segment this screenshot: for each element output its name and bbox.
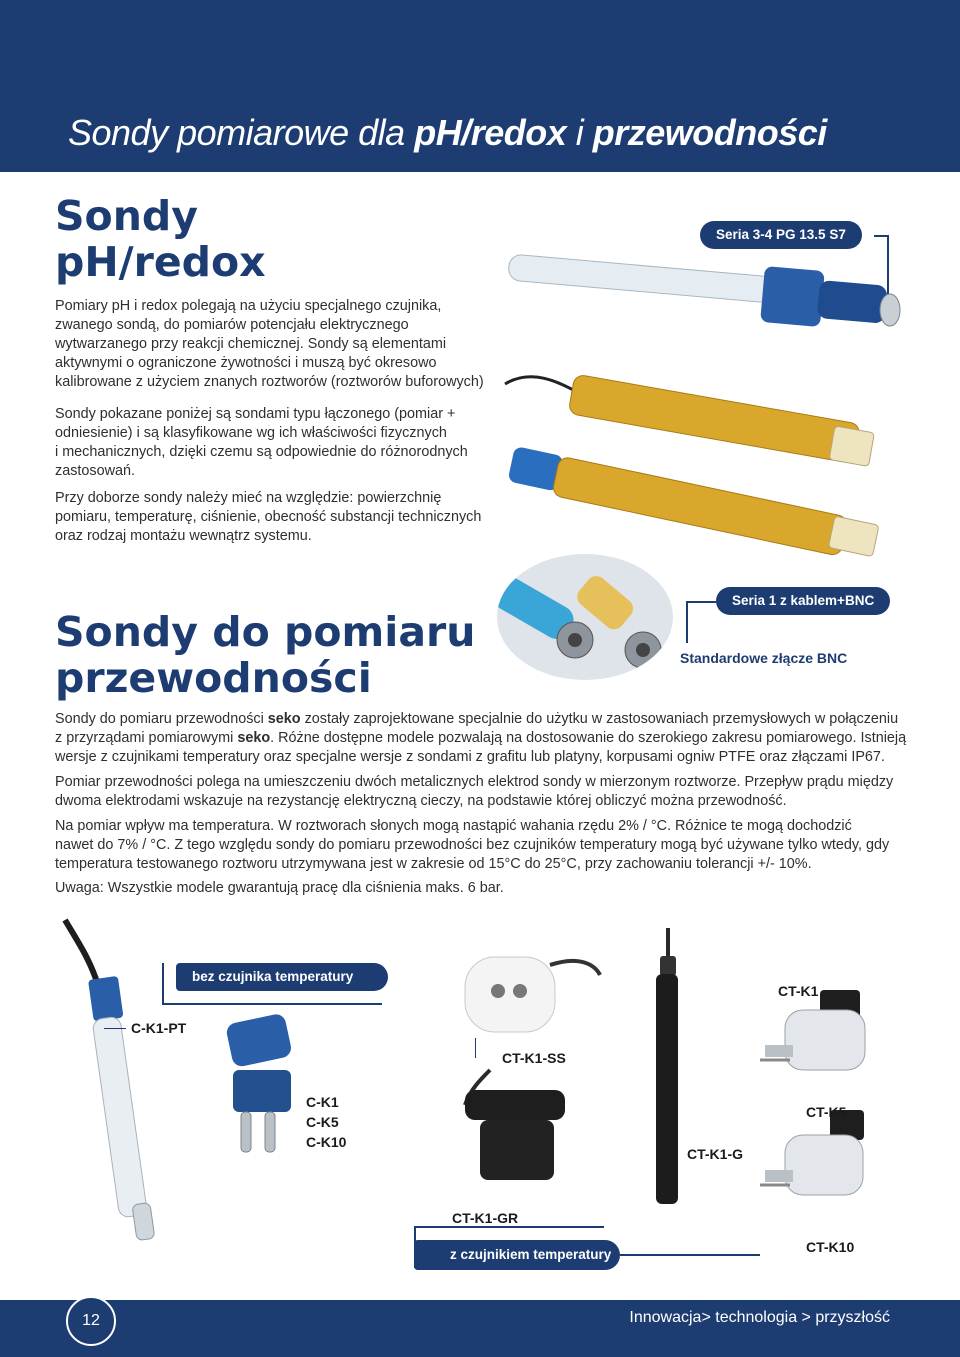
callout-line: [686, 601, 688, 643]
ph-probe-illustration: [505, 236, 905, 566]
probe-ct-k1-g-image: [648, 928, 688, 1218]
group-bracket: [414, 1226, 604, 1228]
probe-ct-k1-image: [760, 990, 870, 1090]
label-c-k10: C-K10: [306, 1134, 347, 1150]
label-ct-k1-gr: CT-K1-GR: [452, 1210, 519, 1226]
label-ct-k5: CT-K5: [806, 1104, 847, 1120]
label-ct-k1-ss: CT-K1-SS: [502, 1050, 566, 1066]
callout-line: [686, 601, 716, 603]
intro-paragraph-1: Pomiary pH i redox polegają na użyciu specjalnego czujnika, zwanego sondą, do pomiarów potencjału elektrycznego wytwarzanego przy reakcji chemicznej. Sondy są elementami aktywnymi o ograniczone żywotności i muszą być okresowo kalibrowane z użyciem znanych roztworów (roztworów buforowych): [55, 298, 484, 390]
conductivity-paragraph-2: Pomiar przewodności polega na umieszczeniu dwóch metalicznych elektrod sondy w mierzonym roztworze. Przepływ prądu między dwoma elektrodami wskazuje na rezystancję elektryczną cieczy, na podstawie której obliczyć można przewodność.: [55, 774, 894, 809]
page-number: 12: [66, 1296, 116, 1346]
conductivity-paragraph-3: Na pomiar wpływ ma temperatura. W roztworach słonych mogą nastąpić wahania rzędu 2% / °C. Różnice te mogą dochodzić nawet do 7% / °C. Z tego względu sondy do pomiaru przewodności bez czujników temperatury mogą być używane tylko wtedy, gdy temperatura testowanego roztworu utrzymywana jest w zakresie od 15°C do 25°C, przy zachowaniu tolerancji +/- 10%.: [55, 818, 890, 872]
callout-line: [104, 1028, 126, 1029]
conductivity-note: Uwaga: Wszystkie modele gwarantują pracę dla ciśnienia maks. 6 bar.: [55, 880, 504, 896]
label-c-k1: C-K1: [306, 1094, 339, 1110]
badge-without-sensor: bez czujnika temperatury: [176, 963, 388, 991]
label-ct-k1: CT-K1: [778, 983, 819, 999]
probe-c-k1-image: [215, 1015, 315, 1165]
section-heading-ph-redox: Sondy pH/redox: [55, 192, 266, 286]
bnc-connector-illustration: [495, 552, 675, 682]
series-badge-ph: Seria 3-4 PG 13.5 S7: [700, 221, 862, 249]
page-title: Sondy pomiarowe dla pH/redox i przewodności: [68, 112, 827, 153]
probe-ct-k1-ss-gr-image: [460, 945, 600, 1215]
conductivity-paragraph-1: Sondy do pomiaru przewodności seko zostały zaprojektowane specjalnie do użytku w zastosowaniach przemysłowych w połączeniu z przyrządami pomiarowymi seko. Różne dostępne modele pozwalają na dostosowanie do szerokiego zakresu pomiarowego. Istnieją wersje z czujnikami temperatury oraz specjalne wersje z sondami z grafitu lub platyny, korpusami ogniw PTFE oraz złączami IP67.: [55, 711, 907, 765]
group-bracket: [162, 963, 164, 1004]
footer-tagline: Innowacja> technologia > przyszłość: [629, 1309, 890, 1326]
label-ct-k1-g: CT-K1-G: [687, 1146, 743, 1162]
group-bracket: [620, 1254, 760, 1256]
series-badge-conductivity: Seria 1 z kablem+BNC: [716, 587, 890, 615]
intro-paragraph-2: Sondy pokazane poniżej są sondami typu łączonego (pomiar + odniesienie) i są klasyfikowane wg ich właściwości fizycznych i mechanicznych, dzięki czemu są odpowiednie do różnorodnych zastosowań.: [55, 406, 468, 479]
intro-paragraph-3: Przy doborze sondy należy mieć na względzie: powierzchnię pomiaru, temperaturę, ciśnienie, obecność substancji technicznych oraz rodzaj montażu wewnątrz systemu.: [55, 490, 482, 544]
label-c-k1-pt: C-K1-PT: [131, 1020, 187, 1036]
section-heading-conductivity: Sondy do pomiaru przewodności: [55, 608, 476, 702]
badge-with-sensor: z czujnikiem temperatury: [414, 1240, 620, 1270]
probe-ct-k5-image: [760, 1110, 870, 1220]
label-c-k5: C-K5: [306, 1114, 339, 1130]
label-ct-k10: CT-K10: [806, 1239, 855, 1255]
connector-label: Standardowe złącze BNC: [680, 650, 848, 666]
group-bracket: [162, 1003, 382, 1005]
callout-line: [475, 1038, 476, 1058]
